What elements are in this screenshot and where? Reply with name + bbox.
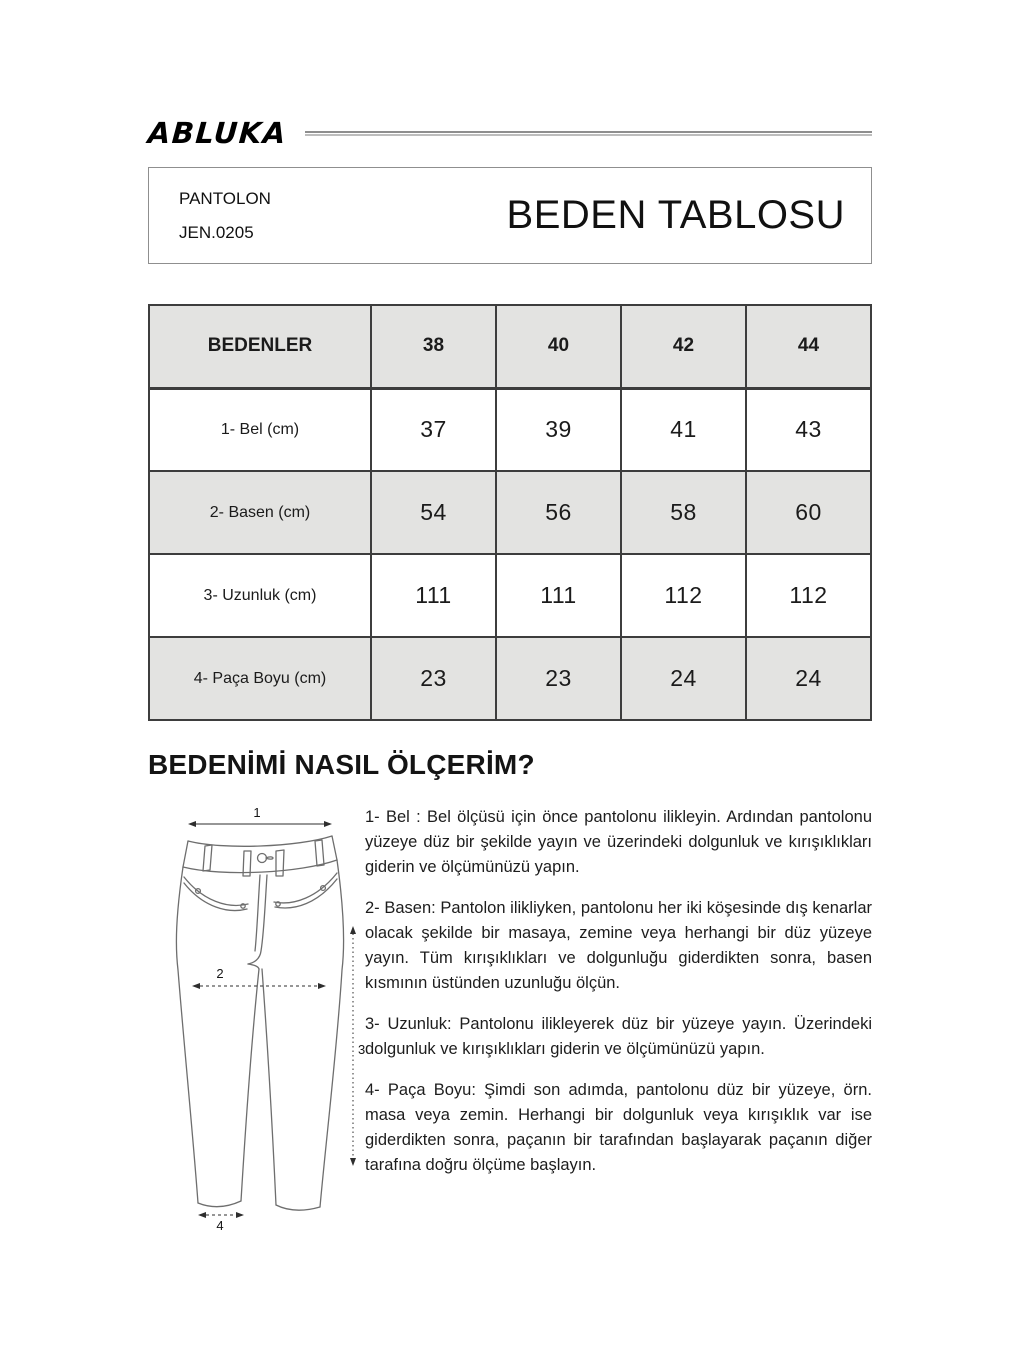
table-row-bel (149, 388, 871, 471)
column-header: 40 (496, 305, 621, 388)
instruction-uzunluk: 3- Uzunluk: Pantolonu ilikleyerek düz bir yüzeye yayın. Üzerindeki dolgunluk ve kırışıklıkları giderin ve ölçümünüzü yapın. (365, 1015, 872, 1058)
row-label: 2- Basen (cm) (149, 471, 371, 554)
row-label: 3- Uzunluk (cm) (149, 554, 371, 637)
diagram-label-waist: 1 (253, 805, 261, 820)
product-code: JEN.0205 (179, 222, 254, 242)
size-table (148, 304, 872, 721)
diagram-label-hem: 4 (216, 1218, 224, 1233)
instruction-paca-boyu: 4- Paça Boyu: Şimdi son adımda, pantolonu düz bir yüzeye, örn. masa veya zemin. Herhangi bir dolgunluk veya kırışıklık var ise giderdikten sonra, paçanın bir tarafından başlayarak paçanın diğer tarafına doğru ölçüme başlayın. (365, 1081, 872, 1174)
product-info (149, 182, 271, 248)
cell-value: 41 (621, 388, 746, 471)
instructions (365, 805, 872, 1238)
diagram-label-length: 3 (358, 1042, 365, 1057)
row-label: 4- Paça Boyu (cm) (149, 637, 371, 720)
cell-value: 37 (371, 388, 496, 471)
title-box (148, 167, 872, 264)
cell-value: 58 (621, 471, 746, 554)
brand-logo: ABLUKA (146, 116, 289, 150)
cell-value: 56 (496, 471, 621, 554)
size-table-header-row (149, 305, 871, 388)
cell-value: 112 (746, 554, 871, 637)
cell-value: 54 (371, 471, 496, 554)
instruction-basen: 2- Basen: Pantolon ilikliyken, pantolonu her iki köşesinde dış kenarlar olacak şekilde bir masaya, zemine veya herhangi bir düz yüzeye yayın. Tüm kırışıklıkları ve dolgunluğu giderdikten sonra, basen kısmının üstünden uzunluğu ölçün. (365, 899, 872, 992)
section-heading: BEDENİMİ NASIL ÖLÇERİM? (148, 749, 535, 780)
cell-value: 24 (621, 637, 746, 720)
cell-value: 24 (746, 637, 871, 720)
cell-value: 60 (746, 471, 871, 554)
diagram-label-hip: 2 (216, 966, 224, 981)
product-type: PANTOLON (179, 189, 271, 209)
cell-value: 23 (371, 637, 496, 720)
cell-value: 112 (621, 554, 746, 637)
page (148, 0, 872, 1238)
column-header: 42 (621, 305, 746, 388)
column-header: 38 (371, 305, 496, 388)
row-label: 1- Bel (cm) (149, 388, 371, 471)
column-header: 44 (746, 305, 871, 388)
pants-measurement-diagram (148, 805, 365, 1238)
page-title: BEDEN TABLOSU (506, 193, 845, 237)
cell-value: 39 (496, 388, 621, 471)
cell-value: 43 (746, 388, 871, 471)
howto-section (148, 805, 872, 1238)
brand-row (148, 0, 872, 150)
table-row-basen (149, 471, 871, 554)
table-row-paca-boyu (149, 637, 871, 720)
cell-value: 23 (496, 637, 621, 720)
cell-value: 111 (496, 554, 621, 637)
brand-divider-line (305, 131, 872, 136)
cell-value: 111 (371, 554, 496, 637)
instruction-bel: 1- Bel : Bel ölçüsü için önce pantolonu ilikleyin. Ardından pantolonu yüzeye düz bir şekilde yayın ve üzerindeki dolgunluk ve kırışıklıkları giderin ve ölçümünüzü yapın. (365, 808, 872, 876)
table-row-uzunluk (149, 554, 871, 637)
pants-diagram-drawing (148, 805, 365, 1233)
column-header: BEDENLER (149, 305, 371, 388)
